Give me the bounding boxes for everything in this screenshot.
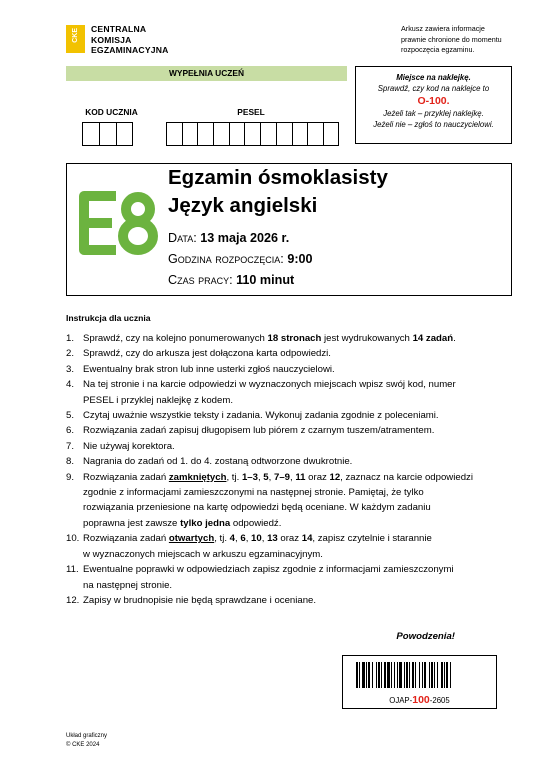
student-code-label: KOD UCZNIA: [85, 107, 138, 117]
barcode-bar: [378, 662, 380, 688]
text-part: ,: [261, 533, 268, 545]
barcode-bar: [391, 662, 392, 688]
barcode-bar: [444, 662, 445, 688]
text-part: poprawna jest zawsze: [83, 517, 181, 529]
barcode-bar: [431, 662, 433, 688]
sticker-no-text: Jeżeli nie – zgłoś to nauczycielowi.: [373, 120, 494, 129]
pesel-cell[interactable]: [213, 122, 229, 146]
text-part: ,: [257, 471, 264, 483]
barcode-bar: [376, 662, 377, 688]
text-bold: 10: [251, 533, 262, 545]
notice-line: prawnie chronione do momentu: [401, 34, 502, 44]
instructions-title: Instrukcja dla ucznia: [66, 313, 151, 323]
exam-duration-label: Czas pracy:: [168, 273, 233, 287]
item-text: Rozwiązania zadań zapisuj długopisem lub piórem z czarnym tuszem/atramentem.: [83, 425, 435, 437]
item-number: 3.: [66, 363, 75, 375]
item-text: [83, 531, 516, 562]
instruction-item: [66, 531, 516, 562]
text-part: Sprawdź, czy na kolejno ponumerowanych: [83, 333, 268, 344]
sticker-code-suffix: .: [446, 95, 450, 107]
exam-duration: [168, 272, 294, 288]
instruction-item: [66, 362, 516, 377]
text-bold: 13: [267, 533, 278, 545]
item-number: 12.: [66, 594, 80, 606]
item-number: 5.: [66, 410, 75, 422]
instruction-item: [66, 593, 516, 608]
instruction-item: [66, 562, 516, 593]
item-text: [83, 377, 516, 408]
text-part: PESEL i przyklej naklejkę z kodem.: [83, 394, 234, 406]
item-number: 4.: [66, 379, 75, 391]
text-bold: 14: [301, 533, 313, 545]
pesel-cell[interactable]: [323, 122, 339, 146]
pesel-cell[interactable]: [197, 122, 213, 146]
exam-title: Egzamin ósmoklasisty: [168, 166, 388, 189]
exam-start-label: Godzina rozpoczęcia:: [168, 252, 284, 266]
exam-subject: Język angielski: [168, 194, 318, 217]
logo-line: CENTRALNA: [91, 24, 147, 34]
text-bold: 4: [229, 533, 236, 545]
item-number: 2.: [66, 348, 75, 360]
sticker-area[interactable]: [355, 66, 512, 144]
text-bold: 18 stronach: [267, 333, 322, 344]
sticker-code-value: O-100: [417, 95, 447, 107]
item-text: Zapisy w brudnopisie nie będą sprawdzane i oceniane.: [83, 594, 317, 606]
cke-logo: [66, 24, 186, 54]
item-text: [83, 331, 516, 346]
barcode-bar: [415, 662, 416, 688]
sticker-title: Miejsce na naklejkę.: [396, 73, 471, 82]
sheet-code: [342, 694, 497, 707]
item-number: 11.: [66, 564, 79, 576]
barcode-bar: [399, 662, 402, 688]
barcode-bar: [397, 662, 398, 688]
barcode-bar: [434, 662, 435, 688]
barcode-bar: [404, 662, 405, 688]
student-code-field[interactable]: [82, 122, 133, 146]
footer-line: © CKE 2024: [66, 741, 100, 748]
barcode-bar: [384, 662, 386, 688]
instruction-item: [66, 346, 516, 361]
exam-start-time: [168, 251, 313, 267]
pesel-field[interactable]: [166, 122, 339, 146]
good-luck-text: Powodzenia!: [396, 631, 455, 642]
text-part: odpowiedź.: [230, 517, 282, 529]
barcode-bar: [429, 662, 430, 688]
text-part: Rozwiązania zadań: [83, 471, 169, 483]
text-part: ,: [290, 471, 296, 483]
text-part: zgodnie z informacjami zamieszczonymi na następnej stronie. Pamiętaj, że tylko: [83, 487, 424, 499]
text-part: Ewentualne poprawki w odpowiedziach zapisz zgodnie z informacjami zamieszczonymi: [83, 564, 454, 576]
barcode-bar: [450, 662, 451, 688]
item-text: Nagrania do zadań od 1. do 4. zostaną odtworzone dwukrotnie.: [83, 456, 353, 468]
item-text: [83, 562, 516, 593]
notice-line: Arkusz zawiera informacje: [401, 24, 485, 33]
sheet-code-prefix: OJAP-: [389, 696, 413, 705]
code-cell[interactable]: [116, 122, 133, 146]
item-number: 1.: [66, 333, 75, 344]
text-bold: 7–9: [273, 471, 290, 483]
instruction-item: [66, 439, 516, 454]
confidentiality-notice: [401, 24, 541, 56]
barcode-bar: [406, 662, 408, 688]
sticker-code: [356, 94, 511, 108]
pesel-cell[interactable]: [182, 122, 198, 146]
barcode-bar: [424, 662, 426, 688]
sheet-code-mid: 100: [412, 694, 430, 706]
text-part: w wyznaczonych miejscach w arkuszu egzaminacyjnym.: [83, 548, 323, 560]
barcode-bar: [381, 662, 382, 688]
text-bold: 1–3: [241, 471, 258, 483]
text-part: oraz: [305, 471, 330, 483]
item-text: [83, 470, 516, 532]
barcode-bar: [394, 662, 395, 688]
exam-date-value: 13 maja 2026 r.: [200, 231, 290, 245]
barcode-image: [356, 662, 494, 688]
code-cell[interactable]: [82, 122, 99, 146]
instruction-item: [66, 377, 516, 408]
item-text: Ewentualny brak stron lub inne usterki zgłoś nauczycielowi.: [83, 363, 335, 375]
text-part: rozwiązania przeniesione na kartę odpowiedzi będą oceniane. W każdym zadaniu: [83, 502, 431, 514]
barcode-bar: [419, 662, 420, 688]
barcode-bar: [368, 662, 370, 688]
instruction-item: [66, 454, 516, 469]
item-text: Sprawdź, czy do arkusza jest dołączona karta odpowiedzi.: [83, 348, 331, 360]
text-part: Na tej stronie i na karcie odpowiedzi w wyznaczonych miejscach wpisz swój kod, numer: [83, 379, 456, 391]
notice-line: rozpoczęcia egzaminu.: [401, 45, 475, 54]
barcode-bar: [356, 662, 358, 688]
e8-digit-bottom: [123, 222, 153, 250]
exam-date-label: Data:: [168, 231, 197, 245]
text-bold: 11: [295, 471, 306, 483]
text-bold: 12: [329, 471, 341, 483]
barcode-bar: [441, 662, 443, 688]
item-number: 10.: [66, 533, 80, 545]
exam-duration-value: 110 minut: [236, 273, 295, 287]
logo-line: KOMISJA: [91, 34, 132, 45]
text-part: , tj.: [214, 533, 230, 545]
text-bold: 14 zadań: [412, 333, 454, 344]
text-part: ,: [245, 533, 252, 545]
item-number: 8.: [66, 456, 75, 468]
text-underlined: zamkniętych: [168, 471, 227, 483]
text-part: ,: [235, 533, 241, 545]
barcode-bar: [409, 662, 410, 688]
pesel-cell[interactable]: [166, 122, 182, 146]
pesel-cell[interactable]: [229, 122, 245, 146]
barcode-bar: [372, 662, 373, 688]
pesel-cell[interactable]: [244, 122, 260, 146]
footer: [66, 732, 107, 749]
logo-square-label: CKE: [72, 28, 79, 43]
barcode-bar: [412, 662, 414, 688]
text-part: , zapisz czytelnie i starannie: [312, 533, 432, 545]
text-part: , tj.: [226, 471, 242, 483]
instructions-list: [66, 331, 516, 608]
text-part: jest wydrukowanych: [321, 333, 413, 344]
logo-square-text: [67, 28, 84, 43]
sticker-check-text: Sprawdź, czy kod na naklejce to: [377, 84, 490, 93]
text-bold: 5: [263, 471, 269, 483]
item-number: 7.: [66, 440, 75, 452]
student-fill-header: WYPEŁNIA UCZEŃ: [66, 66, 347, 81]
barcode-bar: [387, 662, 390, 688]
barcode-bar: [359, 662, 360, 688]
text-part: ,: [268, 471, 274, 483]
exam-date: [168, 230, 289, 246]
text-part: oraz: [277, 533, 302, 545]
barcode-bar: [362, 662, 365, 688]
pesel-label: PESEL: [237, 107, 265, 117]
code-cell[interactable]: [99, 122, 116, 146]
barcode-bar: [446, 662, 448, 688]
footer-line: Układ graficzny: [66, 733, 108, 739]
item-number: 6.: [66, 425, 75, 437]
item-number: 9.: [66, 471, 75, 483]
instruction-item: [66, 408, 516, 423]
text-underlined: otwartych: [168, 533, 215, 545]
instruction-item: [66, 331, 516, 346]
text-part: , zaznacz na karcie odpowiedzi: [340, 471, 473, 483]
exam-start-value: 9:00: [287, 252, 313, 266]
item-text: Nie używaj korektora.: [83, 440, 175, 452]
text-bold: tylko jedna: [180, 517, 231, 529]
pesel-cell[interactable]: [307, 122, 323, 146]
item-text: Czytaj uważnie wszystkie teksty i zadania. Wykonuj zadania zgodnie z poleceniami.: [83, 410, 439, 422]
barcode-bar: [437, 662, 438, 688]
pesel-cell[interactable]: [260, 122, 276, 146]
barcode-bar: [366, 662, 367, 688]
instruction-item: [66, 423, 516, 438]
pesel-cell[interactable]: [292, 122, 308, 146]
logo-name: [91, 24, 169, 56]
text-part: Rozwiązania zadań: [83, 533, 169, 545]
text-bold: 6: [240, 533, 246, 545]
e8-badge-text: E8: [76, 190, 78, 191]
barcode-bar: [422, 662, 423, 688]
e8-logo: [76, 190, 160, 256]
instruction-item: [66, 470, 516, 532]
pesel-cell[interactable]: [276, 122, 292, 146]
sheet-code-suffix: -2605: [429, 696, 450, 705]
text-part: na następnej stronie.: [83, 579, 173, 591]
logo-line: EGZAMINACYJNA: [91, 45, 169, 55]
text-part: .: [453, 333, 456, 344]
sticker-yes-text: Jeżeli tak – przyklej naklejkę.: [383, 109, 484, 118]
